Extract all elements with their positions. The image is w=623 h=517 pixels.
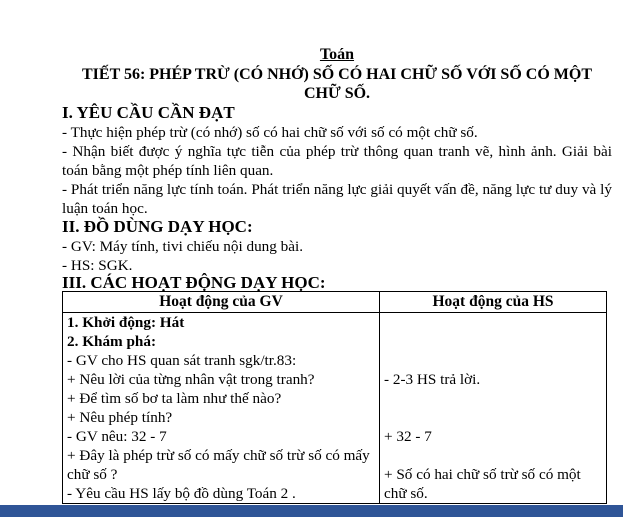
column-header-gv: Hoạt động của GV xyxy=(63,292,380,313)
table-header-row xyxy=(63,292,607,313)
section-3-heading: III. CÁC HOẠT ĐỘNG DẠY HỌC: xyxy=(62,273,326,292)
activities-table xyxy=(62,291,607,504)
gv-line: 2. Khám phá: xyxy=(67,333,157,350)
hs-activity-cell xyxy=(380,313,607,504)
gv-line: - GV cho HS quan sát tranh sgk/tr.83: xyxy=(67,352,297,369)
gv-line: + Nêu phép tính? xyxy=(67,409,173,426)
bottom-bar xyxy=(0,505,623,517)
objective-item: - Phát triển năng lực tính toán. Phát triển năng lực giải quyết vấn đề, năng lực tư duy và lý luận toán học. xyxy=(62,181,612,217)
gv-activity-cell xyxy=(63,313,380,504)
hs-line: + Số có hai chữ số trừ số có một chữ số. xyxy=(384,466,581,502)
section-1-heading: I. YÊU CẦU CẦN ĐẠT xyxy=(62,103,235,122)
lesson-title: TIẾT 56: PHÉP TRỪ (CÓ NHỚ) SỐ CÓ HAI CHỮ SỐ VỚI SỐ CÓ MỘT CHỮ SỐ. xyxy=(82,66,592,102)
gv-line: 1. Khởi động: Hát xyxy=(67,314,185,331)
gv-line: + Nêu lời của từng nhân vật trong tranh? xyxy=(67,371,315,388)
material-item: - HS: SGK. xyxy=(62,257,133,274)
objective-item: - Thực hiện phép trừ (có nhớ) số có hai chữ số với số có một chữ số. xyxy=(62,124,478,141)
gv-line: - Yêu cầu HS lấy bộ đồ dùng Toán 2 . xyxy=(67,485,296,502)
column-header-hs: Hoạt động của HS xyxy=(380,292,607,313)
hs-line: + 32 - 7 xyxy=(384,428,432,445)
gv-line: - GV nêu: 32 - 7 xyxy=(67,428,167,445)
gv-line: + Để tìm số bơ ta làm như thế nào? xyxy=(67,390,282,407)
section-2-heading: II. ĐỒ DÙNG DẠY HỌC: xyxy=(62,217,253,236)
table-row xyxy=(63,313,607,504)
subject-title: Toán xyxy=(319,46,355,63)
gv-line: + Đây là phép trừ số có mấy chữ số trừ số có mấy chữ số ? xyxy=(67,447,370,483)
document-page xyxy=(62,0,612,517)
material-item: - GV: Máy tính, tivi chiếu nội dung bài. xyxy=(62,238,303,255)
objective-item: - Nhận biết được ý nghĩa tực tiễn của phép trừ thông quan tranh vẽ, hình ảnh. Giải bài toán bằng một phép tính liên quan. xyxy=(62,143,612,179)
hs-line: - 2-3 HS trả lời. xyxy=(384,371,481,388)
